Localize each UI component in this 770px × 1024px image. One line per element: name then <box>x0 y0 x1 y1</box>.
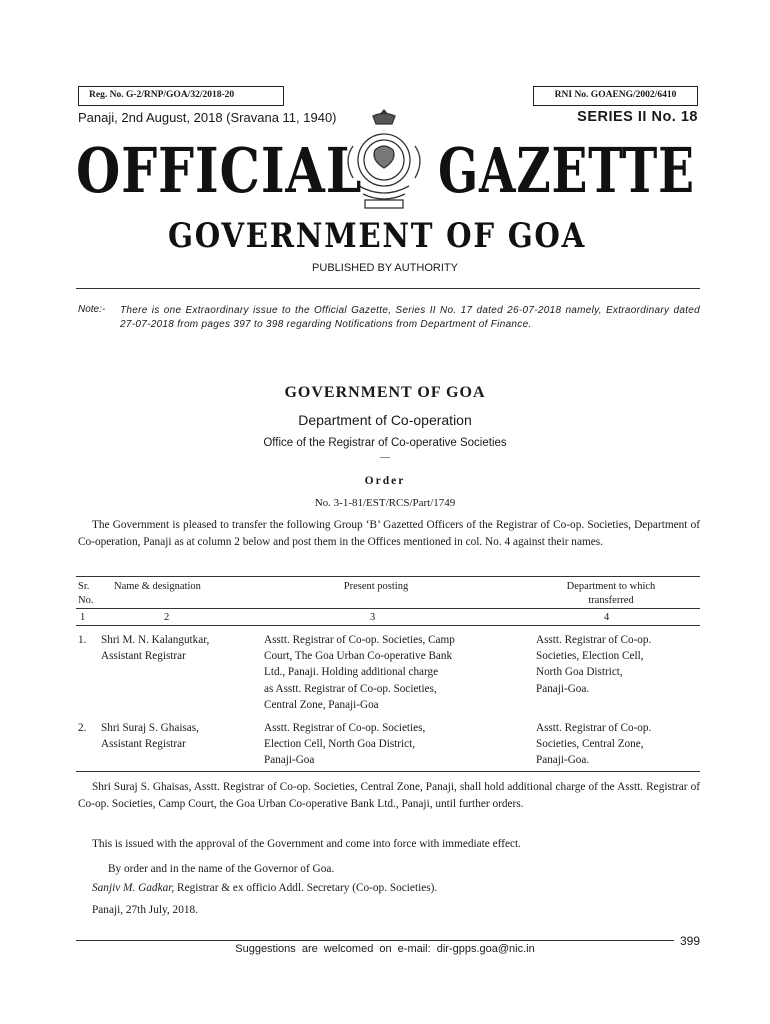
order-office: Office of the Registrar of Co-operative Societies <box>263 437 507 449</box>
header-rule <box>76 288 700 289</box>
col-number-1: 1 <box>80 612 86 623</box>
row-2-present-posting: Asstt. Registrar of Co-op. Societies, Election Cell, North Goa District, Panaji-Goa <box>264 722 426 767</box>
registration-number-box <box>78 86 284 106</box>
col-number-2: 2 <box>164 612 170 623</box>
table-top-rule <box>76 576 700 577</box>
table-bottom-rule <box>76 771 700 772</box>
note-label: Note:- <box>78 304 106 315</box>
by-order-line: By order and in the name of the Governor of Goa. <box>108 863 335 875</box>
rni-number: RNI No. GOAENG/2002/6410 <box>554 90 677 100</box>
row-1-sr: 1. <box>78 634 87 646</box>
series-number: SERIES II No. 18 <box>577 109 698 125</box>
row-2-sr: 2. <box>78 722 87 734</box>
row-1-present-posting: Asstt. Registrar of Co-op. Societies, Camp Court, The Goa Urban Co-operative Bank Ltd., Panaji. Holding additional charge as Asstt. Registrar of Co-op. Societies, Central Zone, Panaji-Goa <box>264 634 455 711</box>
row-2-name: Shri Suraj S. Ghaisas, Assistant Registrar <box>101 722 199 751</box>
header-name-designation: Name & designation <box>114 581 201 592</box>
order-intro-paragraph: The Government is pleased to transfer the following Group ‘B’ Gazetted Officers of the Registrar of Co-op. Societies, Department of Co-operation, Panaji as at column 2 below and post them in the Offices mentioned in col. No. 4 against their names. <box>78 519 700 548</box>
signatory-line <box>92 882 437 894</box>
order-dash: — <box>380 452 390 463</box>
col-number-4: 4 <box>604 612 610 623</box>
order-number: No. 3-1-81/EST/RCS/Part/1749 <box>314 497 456 509</box>
rni-number-box <box>533 86 698 106</box>
row-1-department: Asstt. Registrar of Co-op. Societies, Election Cell, North Goa District, Panaji-Goa. <box>536 634 652 695</box>
order-department: Department of Co-operation <box>298 412 472 428</box>
published-by-authority: PUBLISHED BY AUTHORITY <box>312 262 458 274</box>
page-number: 399 <box>680 934 701 948</box>
note-text: There is one Extraordinary issue to the Official Gazette, Series II No. 17 dated 26-07-2018 namely, Extraordinary dated 27-07-2018 from pages 397 to 398 regarding Notifications from Department of Finance. <box>120 305 700 330</box>
row-1-name: Shri M. N. Kalangutkar, Assistant Registrar <box>101 634 210 663</box>
masthead-official: OFFICIAL <box>76 134 363 207</box>
place-date: Panaji, 27th July, 2018. <box>92 904 198 916</box>
masthead-gazette: GAZETTE <box>438 134 695 207</box>
signatory-title: Registrar & ex officio Addl. Secretary (Co-op. Societies). <box>174 882 438 894</box>
order-heading: Order <box>364 475 406 487</box>
header-department-transferred: Department to which transferred <box>566 581 656 606</box>
signatory-name: Sanjiv M. Gadkar, <box>92 882 175 894</box>
registration-number: Reg. No. G-2/RNP/GOA/32/2018-20 <box>89 90 235 100</box>
footer-rule <box>76 940 674 941</box>
order-government: GOVERNMENT OF GOA <box>284 384 486 401</box>
header-present-posting: Present posting <box>343 581 409 592</box>
table-numbers-rule <box>76 625 700 626</box>
issue-date: Panaji, 2nd August, 2018 (Sravana 11, 1940) <box>78 110 337 125</box>
additional-charge-paragraph: Shri Suraj S. Ghaisas, Asstt. Registrar of Co-op. Societies, Central Zone, Panaji, shall hold additional charge of the Asstt. Registrar of Co-op. Societies, Camp Court, the Goa Urban Co-operative Bank Ltd., Panaji, until further orders. <box>78 781 700 810</box>
approval-paragraph: This is issued with the approval of the Government and come into force with immediate effect. <box>92 838 521 850</box>
suggestions-email: Suggestions are welcomed on e-mail: dir-gpps.goa@nic.in <box>235 943 535 955</box>
masthead-government-of-goa: GOVERNMENT OF GOA <box>168 216 587 256</box>
col-number-3: 3 <box>370 612 376 623</box>
header-sr-no: Sr. No. <box>78 581 94 606</box>
table-header-rule <box>76 608 700 609</box>
row-2-department: Asstt. Registrar of Co-op. Societies, Central Zone, Panaji-Goa. <box>536 722 652 767</box>
